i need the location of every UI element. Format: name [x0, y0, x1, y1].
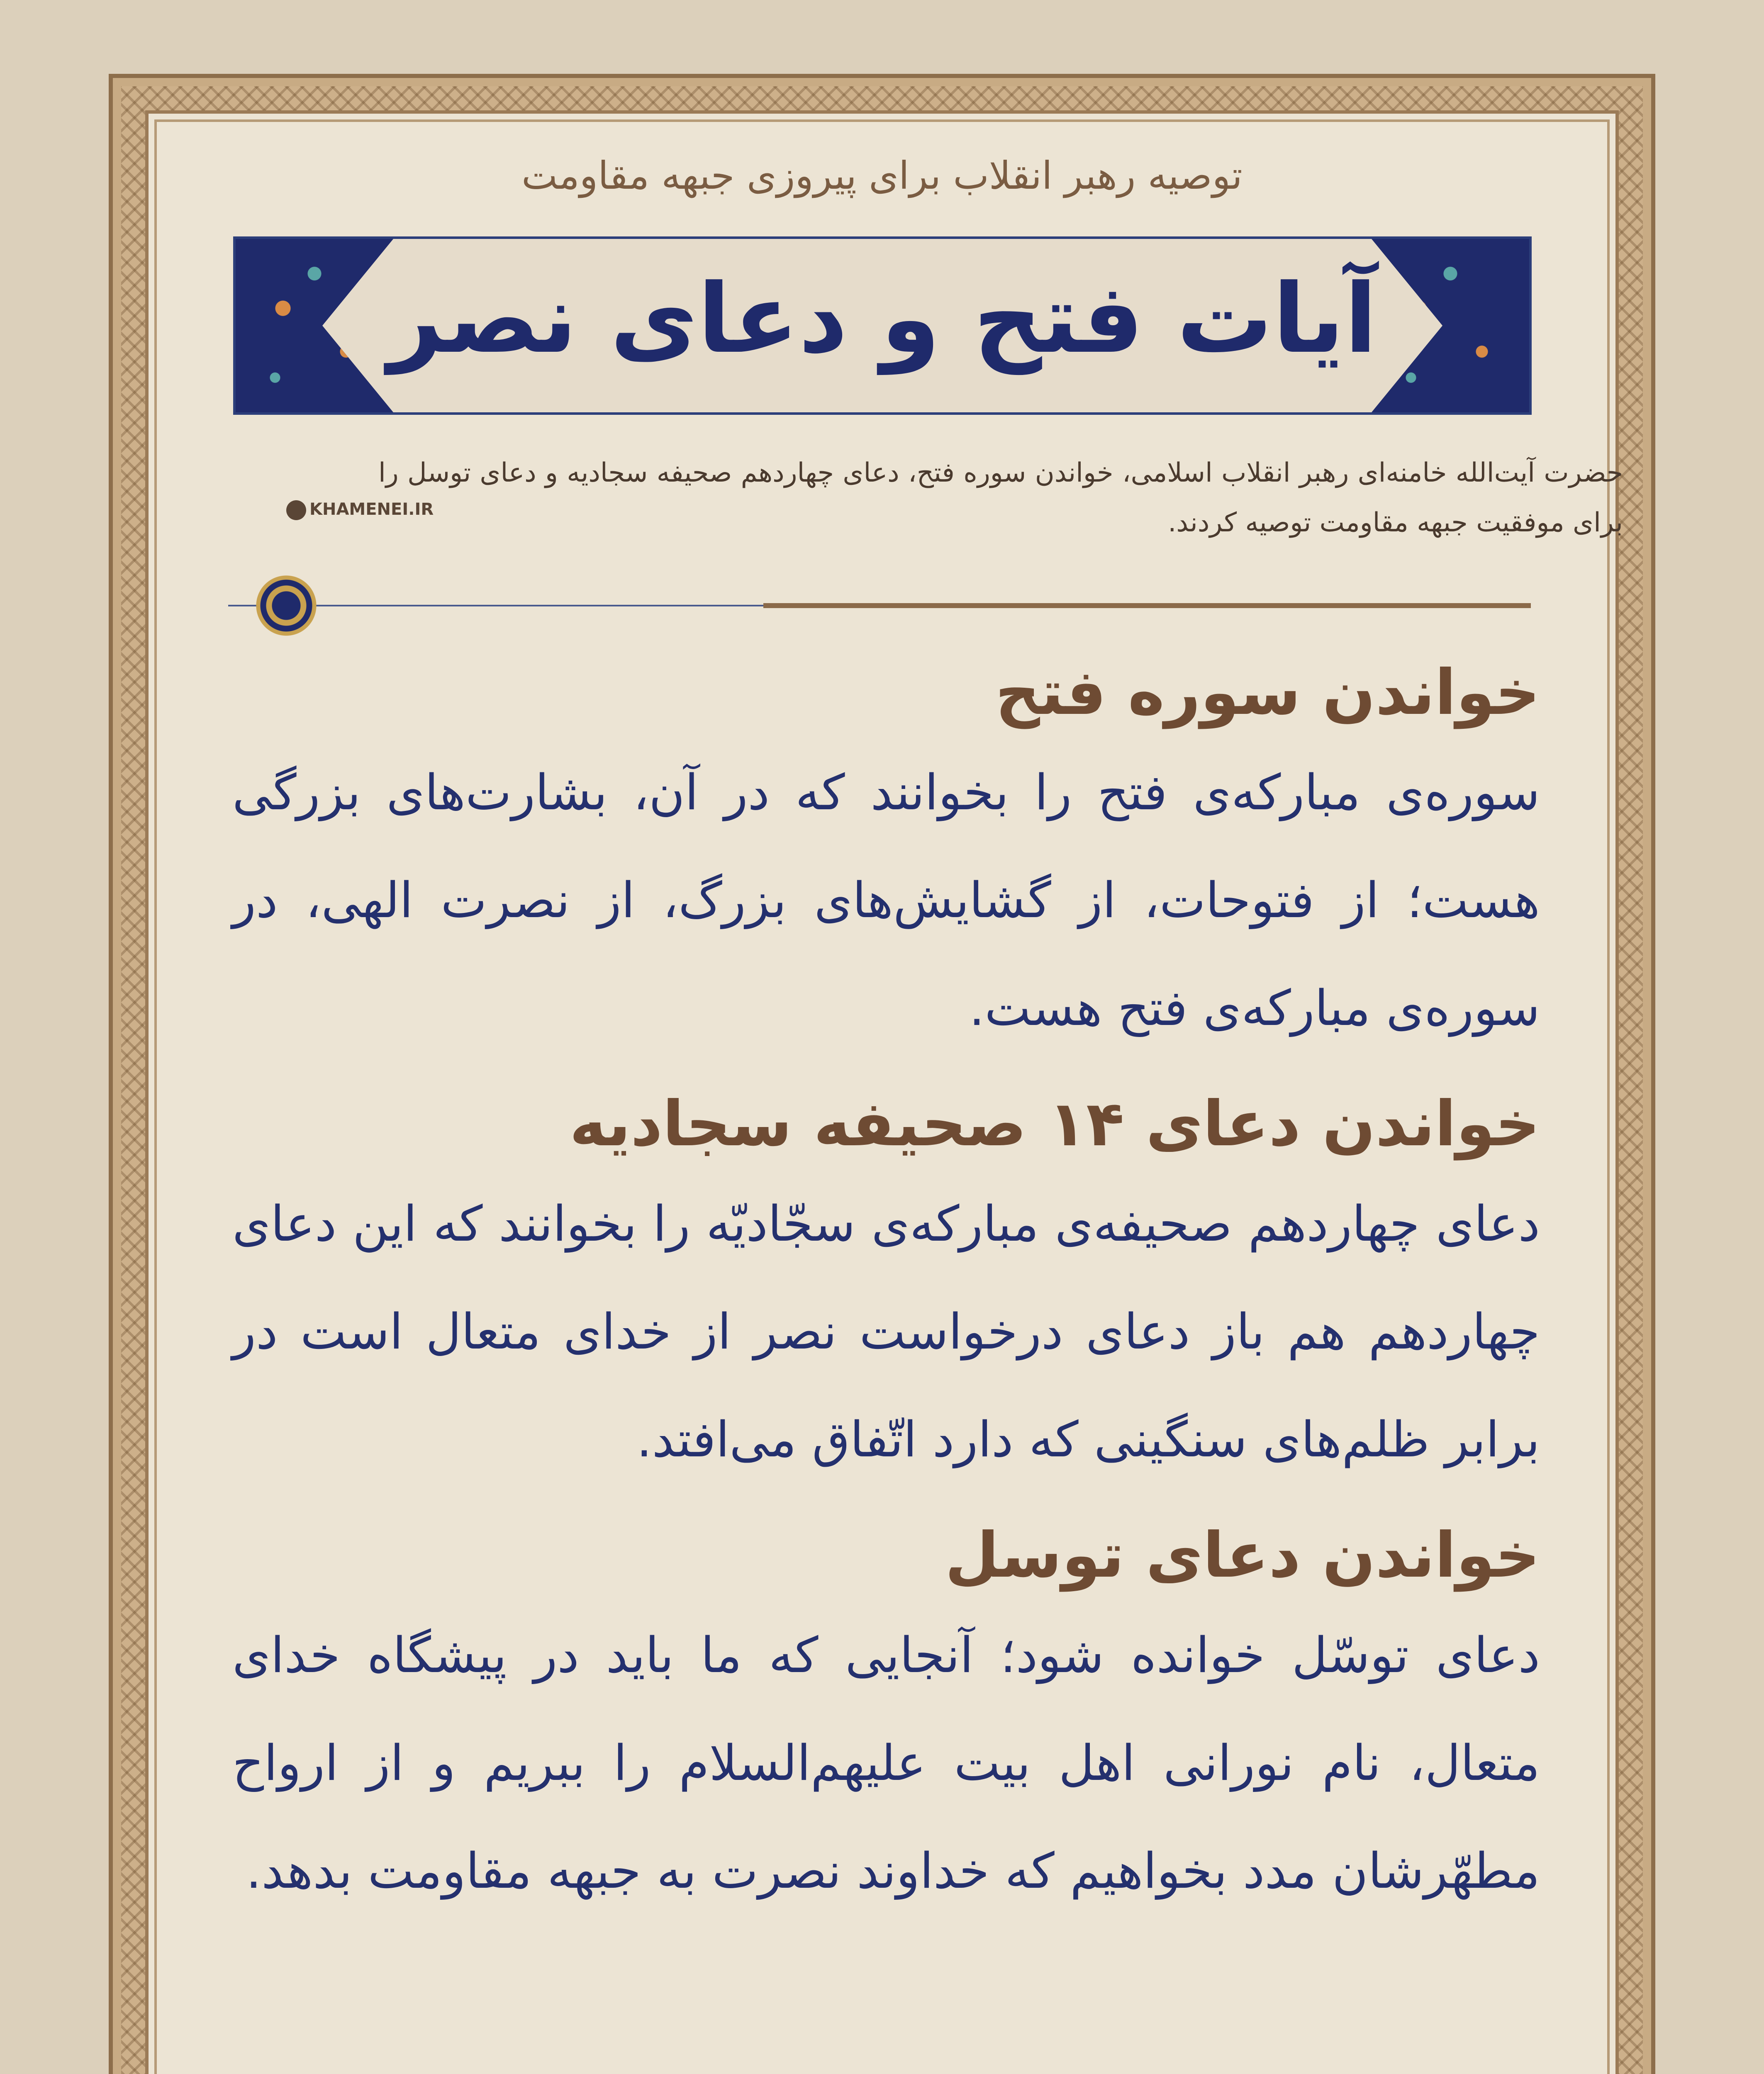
section-body: دعای چهاردهم صحیفه‌ی مبارکه‌ی سجّادیّه را بخوانند که این دعای چهاردهم هم باز دعای درخواست نصر از خدای متعال است در برابر ظلم‌های سنگینی که دارد اتّفاق می‌افتد.	[232, 1195, 1540, 1468]
section-title: خواندن دعای توسل	[945, 1519, 1540, 1592]
section-body: دعای توسّل خوانده شود؛ آنجایی که ما باید در پیشگاه خدای متعال، نام نورانی اهل بیت علیهم‌السلام را ببریم و از ارواح مطهّرشان مدد بخواهیم که خداوند نصرت به جبهه مقاومت بدهد.	[232, 1626, 1540, 1899]
header-top-line: توصیه رهبر انقلاب برای پیروزی جبهه مقاومت	[521, 153, 1243, 198]
intro-text: حضرت آیت‌الله خامنه‌ای رهبر انقلاب اسلامی، خواندن سوره فتح، دعای چهاردهم صحیفه سجادیه و دعای توسل را برای موفقیت جبهه مقاومت توصیه کردند.	[378, 458, 1623, 538]
banner-title: آیات فتح و دعای نصر	[387, 264, 1377, 375]
divider-line-thick	[763, 603, 1531, 608]
title-banner	[233, 236, 1532, 415]
logo-text: KHAMENEI.IR	[309, 500, 434, 519]
section-title: خواندن سوره فتح	[995, 657, 1540, 729]
divider-medallion-icon	[253, 572, 319, 639]
site-logo	[286, 500, 434, 520]
section-body: سوره‌ی مبارکه‌ی فتح را بخوانند که در آن، بشارت‌های بزرگی هست؛ از فتوحات، از گشایش‌های بزرگ، از نصرت الهی، در سوره‌ی مبارکه‌ی فتح هست.	[232, 764, 1540, 1037]
section-title: خواندن دعای ۱۴ صحیفه سجادیه	[569, 1088, 1540, 1160]
logo-icon	[286, 500, 306, 520]
main-content	[232, 647, 1540, 1941]
